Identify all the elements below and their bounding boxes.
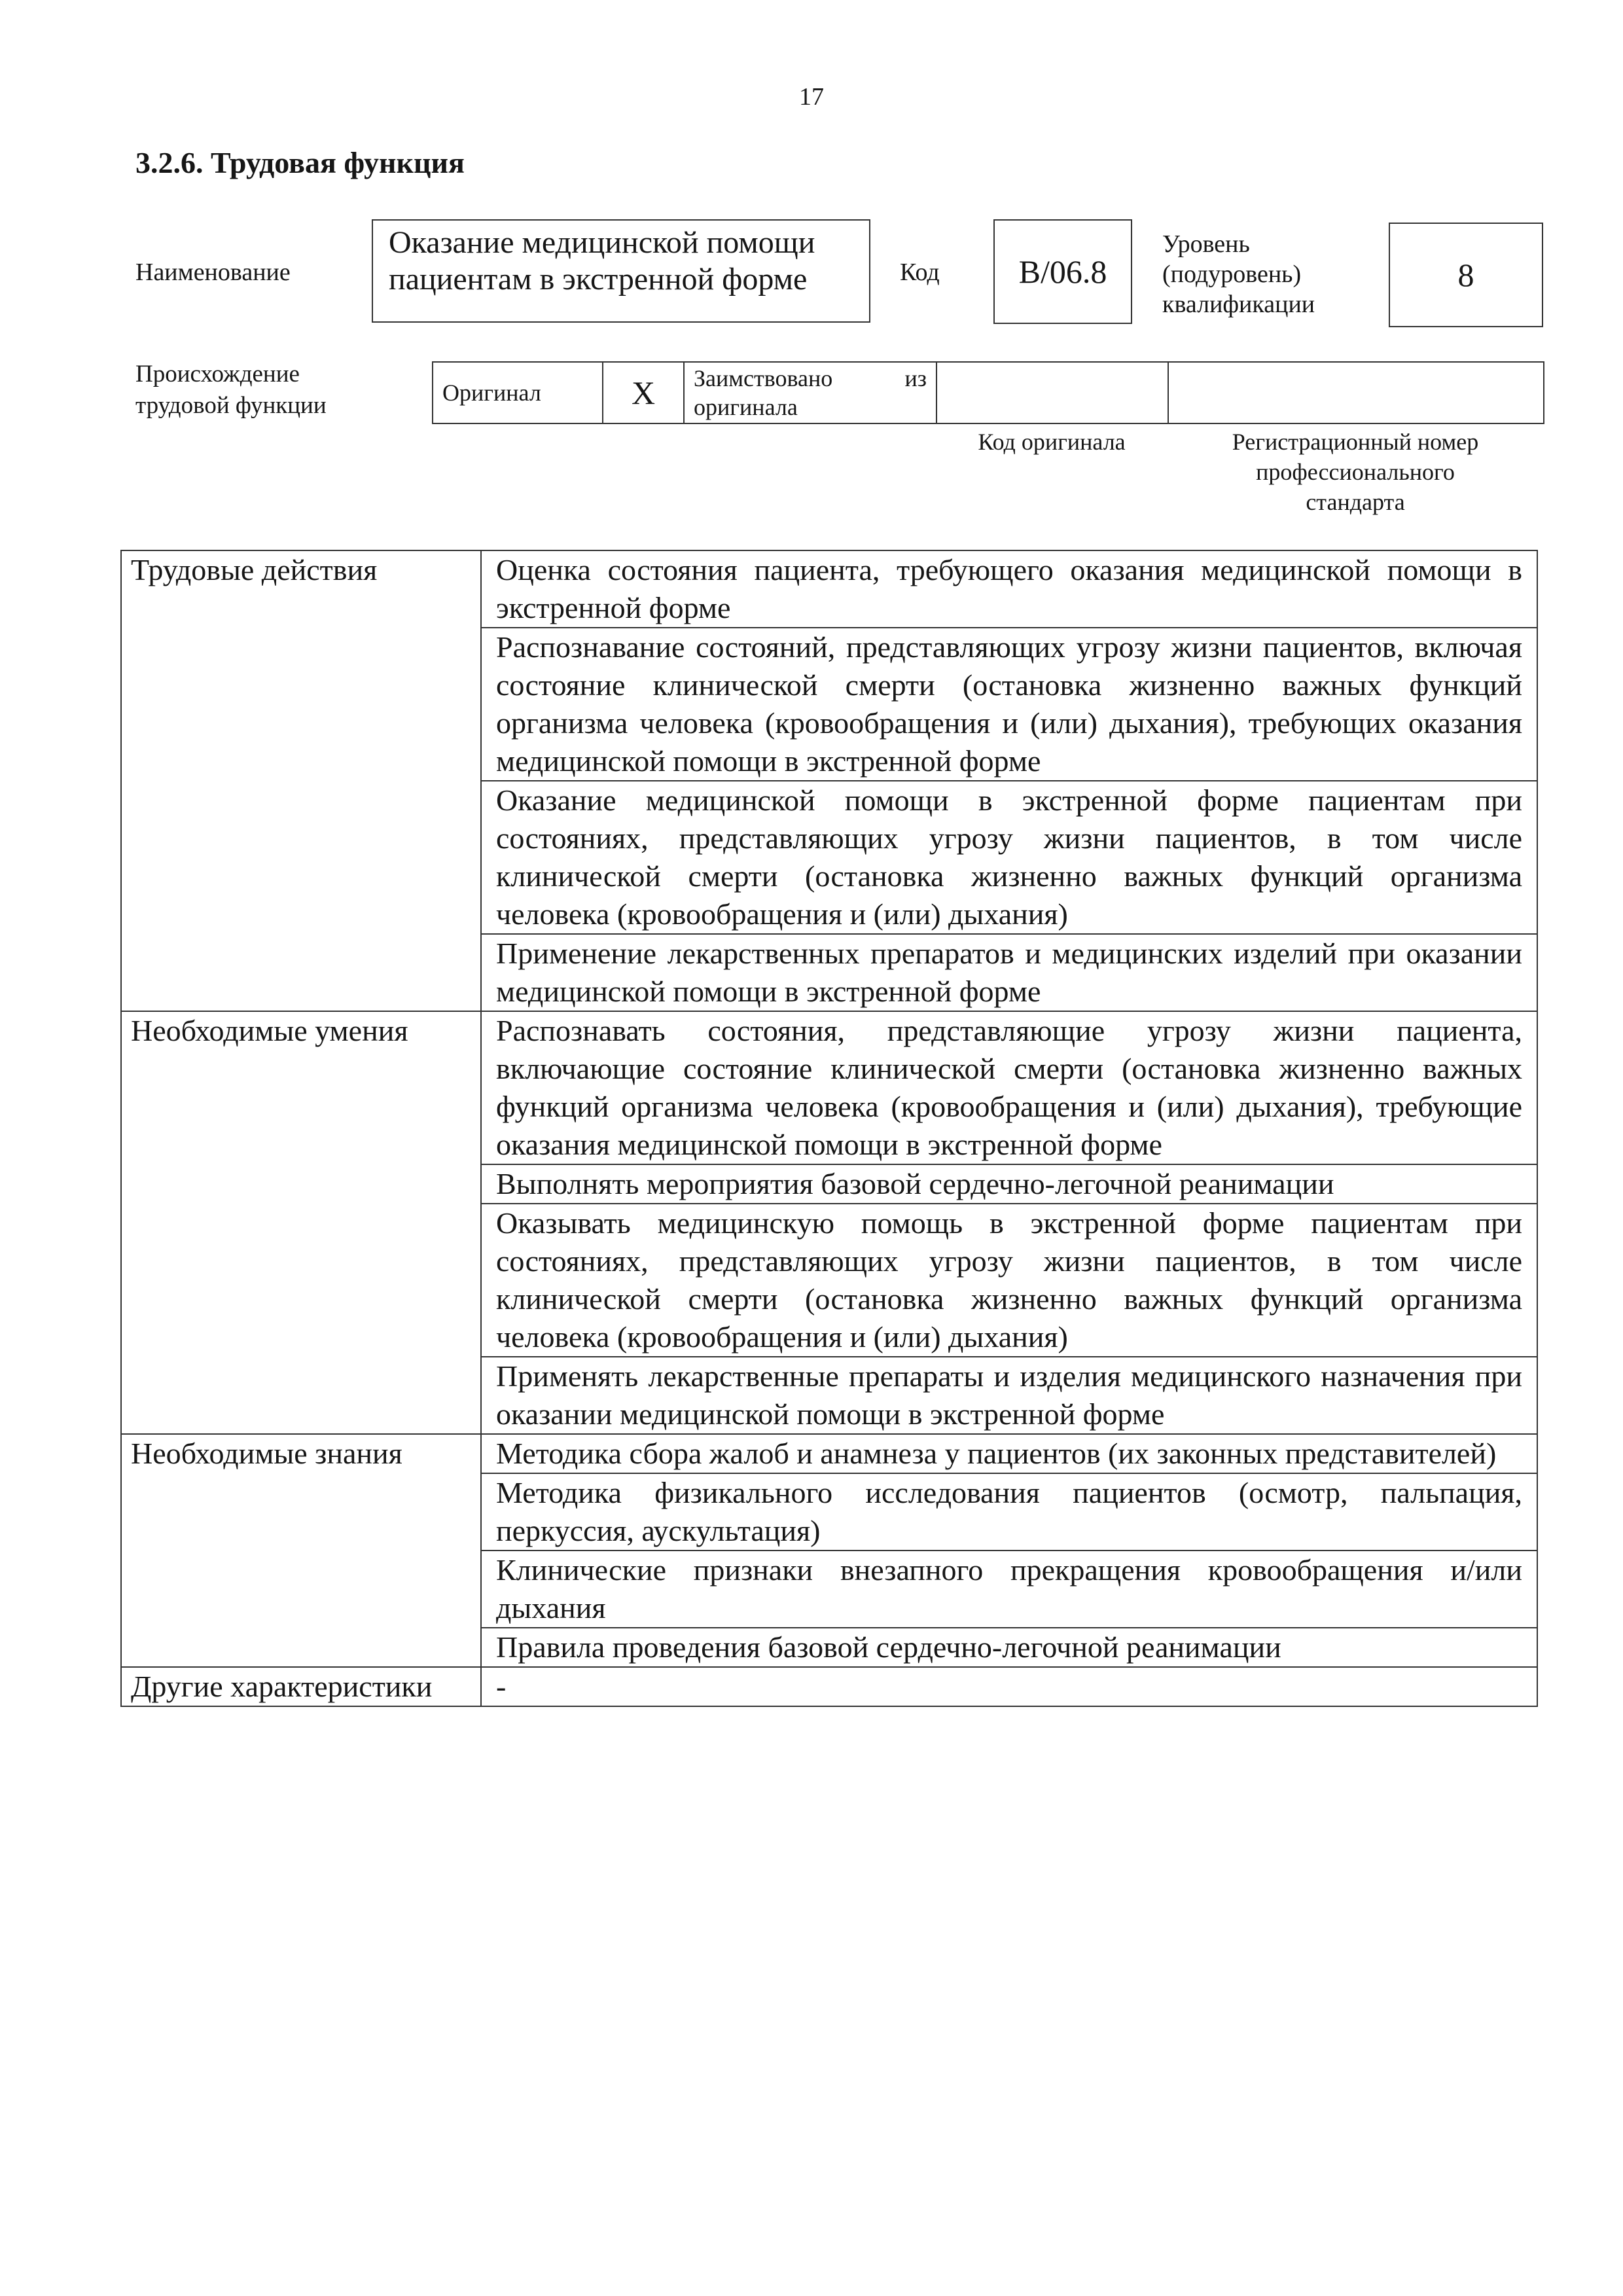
item-cell: - — [481, 1667, 1537, 1706]
origin-label-line: трудовой функции — [135, 392, 327, 419]
original-label-cell — [433, 362, 603, 423]
original-mark: X — [631, 374, 656, 411]
original-label: Оригинал — [442, 380, 541, 406]
item-cell: Применять лекарственные препараты и изделия медицинского назначения при оказании медицинской помощи в экстренной форме — [481, 1357, 1537, 1434]
category-cell: Необходимые умения — [121, 1011, 481, 1434]
table-row — [121, 1434, 1537, 1473]
section-title: 3.2.6. Трудовая функция — [135, 146, 465, 179]
reg-number-caption — [1168, 427, 1543, 517]
level-label — [1162, 229, 1315, 319]
page-number: 17 — [799, 83, 824, 111]
borrowed-cell — [684, 362, 936, 423]
item-cell: Выполнять мероприятия базовой сердечно-легочной реанимации — [481, 1164, 1537, 1204]
name-value: Оказание медицинской помощи пациентам в экстренной форме — [389, 225, 815, 296]
item-cell: Методика сбора жалоб и анамнеза у пациентов (их законных представителей) — [481, 1434, 1537, 1473]
category-cell: Необходимые знания — [121, 1434, 481, 1667]
reg-number-caption-line: Регистрационный номер — [1232, 429, 1479, 455]
reg-number-caption-line: профессионального — [1256, 459, 1455, 485]
origin-label — [135, 359, 327, 422]
name-value-box — [372, 219, 870, 323]
table-row — [121, 1667, 1537, 1706]
reg-number-cell — [1168, 362, 1544, 423]
item-cell: Методика физикального исследования пациентов (осмотр, пальпация, перкуссия, аускультация) — [481, 1473, 1537, 1551]
table-row — [121, 1011, 1537, 1164]
item-cell: Распознавание состояний, представляющих угрозу жизни пациентов, включая состояние клинической смерти (остановка жизненно важных функций организма человека (кровообращения и (или) дыхания), требующих оказания медицинской помощи в экстренной форме — [481, 628, 1537, 781]
borrowed-word: Заимствовано — [694, 365, 833, 391]
original-mark-cell — [603, 362, 684, 423]
category-cell: Другие характеристики — [121, 1667, 481, 1706]
name-label: Наименование — [135, 259, 291, 286]
code-label: Код — [900, 259, 940, 286]
item-cell: Правила проведения базовой сердечно-легочной реанимации — [481, 1628, 1537, 1667]
code-value: B/06.8 — [1018, 253, 1107, 290]
code-original-caption: Код оригинала — [978, 429, 1126, 455]
borrowed-word: оригинала — [694, 394, 798, 420]
level-value: 8 — [1457, 257, 1474, 293]
level-label-line: (подуровень) — [1162, 260, 1302, 288]
code-original-cell — [936, 362, 1168, 423]
level-label-line: квалификации — [1162, 291, 1315, 318]
borrowed-word: из — [904, 365, 927, 391]
reg-number-caption-line: стандарта — [1306, 489, 1405, 515]
code-value-box — [993, 219, 1132, 324]
item-cell: Оказывать медицинскую помощь в экстренной форме пациентам при состояниях, представляющих угрозу жизни пациентов, в том числе клинической смерти (остановка жизненно важных функций организма человека (кровообращения и (или) дыхания) — [481, 1204, 1537, 1357]
origin-table — [432, 361, 1544, 424]
item-cell: Применение лекарственных препаратов и медицинских изделий при оказании медицинской помощи в экстренной форме — [481, 934, 1537, 1011]
item-cell: Оценка состояния пациента, требующего оказания медицинской помощи в экстренной форме — [481, 550, 1537, 628]
function-table — [120, 550, 1538, 1707]
item-cell: Клинические признаки внезапного прекращения кровообращения и/или дыхания — [481, 1551, 1537, 1628]
item-cell: Оказание медицинской помощи в экстренной форме пациентам при состояниях, представляющих угрозу жизни пациентов, в том числе клинической смерти (остановка жизненно важных функций организма человека (кровообращения и (или) дыхания) — [481, 781, 1537, 934]
level-label-line: Уровень — [1162, 230, 1250, 258]
origin-label-line: Происхождение — [135, 361, 300, 387]
item-cell: Распознавать состояния, представляющие угрозу жизни пациента, включающие состояние клинической смерти (остановка жизненно важных функций организма человека (кровообращения и (или) дыхания), требующие оказания медицинской помощи в экстренной форме — [481, 1011, 1537, 1164]
category-cell: Трудовые действия — [121, 550, 481, 1011]
level-value-box — [1389, 223, 1543, 327]
table-row — [121, 550, 1537, 628]
